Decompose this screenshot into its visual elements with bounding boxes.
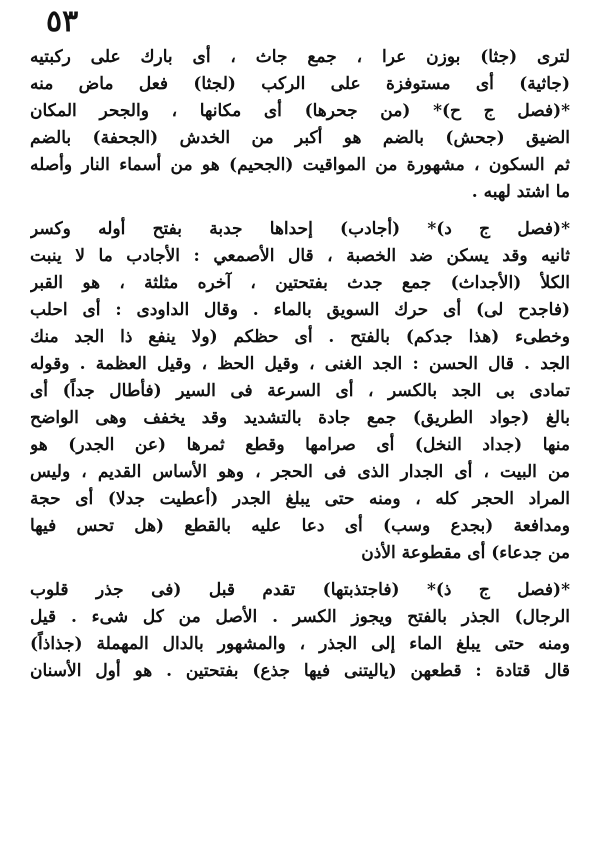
text-line: من جدعاء) أى مقطوعة الأذن <box>361 543 570 563</box>
text-line: *(فصل ج ح)* (من جحرها) أى مكانها ، والجحر المكان <box>30 101 570 121</box>
text-line: الكلأ (الأجداث) جمع جدث بفتحتين ، آخره مثلثة ، هو القبر <box>30 273 570 293</box>
text-line: تمادى بى الجد بالكسر ، أى السرعة فى السير (فأطال جداً) أى <box>30 381 570 401</box>
text-line: قال قتادة : قطعهن (ياليتنى فيها جذع) بفتحتين . هو أول الأسنان <box>30 661 570 681</box>
text-line: المراد الحجر كله ، ومنه حتى يبلغ الجدر (أعطيت جدلا) أى حجة <box>30 489 570 509</box>
text-line: ومنه حتى يبلغ الماء إلى الجذر ، والمشهور بالدال المهملة (جذاذاً) <box>30 634 570 654</box>
text-line: بالغ (جواد الطريق) جمع جادة بالتشديد وقد يخفف وهى الواضح <box>30 408 570 428</box>
page-number: ٥٣ <box>46 4 79 39</box>
text-line: وخطىء (هذا جدكم) بالفتح . أى حظكم (ولا ينفع ذا الجد منك <box>30 327 570 347</box>
text-line: ثم السكون ، مشهورة من المواقيت (الجحيم) هو من أسماء النار وأصله <box>30 155 570 175</box>
text-line: *(فصل ج د)* (أجادب) إحداها جدبة بفتح أوله وكسر <box>30 219 570 239</box>
text-line: منها (جداد النخل) أى صرامها وقطع ثمرها (عن الجدر) هو <box>30 435 570 455</box>
text-line: ما اشتد لهبه . <box>471 182 570 202</box>
text-line: الضيق (جحش) بالضم هو أكبر من الخدش (الجحفة) بالضم <box>30 128 570 148</box>
text-line: لترى (جثا) بوزن عرا ، جمع جاث ، أى بارك على ركبتيه <box>30 47 570 67</box>
text-line: من البيت ، أى الجدار الذى فى الحجر ، وهو الأساس القديم ، وليس <box>30 462 570 482</box>
body-text <box>30 44 570 685</box>
text-line: ومدافعة (بجدع وسب) أى دعا عليه بالقطع (هل تحس فيها <box>30 516 570 536</box>
text-line: ثانيه وقد يسكن ضد الخصبة ، قال الأصمعي : الأجادب ما لا ينبت <box>30 246 570 266</box>
text-line: الرجال) الجذر بالفتح ويجوز الكسر . الأصل من كل شىء . قيل <box>30 607 570 627</box>
text-line: (فاجدح لى) أى حرك السويق بالماء . وقال الداودى : أى احلب <box>30 300 570 320</box>
text-line: الجد . قال الحسن : الجد الغنى ، وقيل الحظ ، وقيل العظمة . وقوله <box>30 354 570 374</box>
text-line: (جاثية) أى مستوفزة على الركب (لجثا) فعل ماض منه <box>30 74 570 94</box>
text-line: *(فصل ج ذ)* (فاجتذبتها) تقدم قبل (فى جذر قلوب <box>30 580 570 600</box>
